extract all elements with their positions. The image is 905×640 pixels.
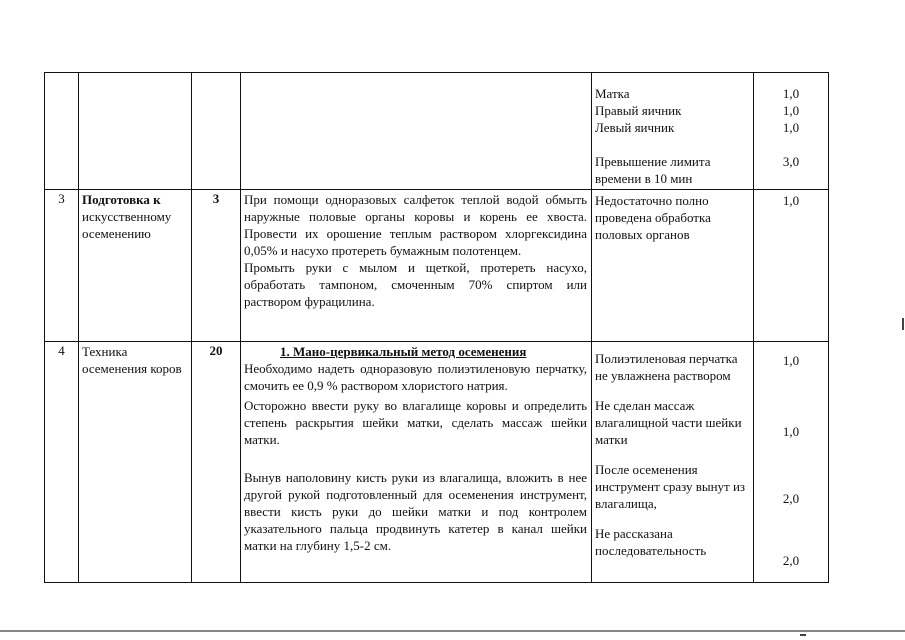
stage-name-bold: Подготовка к xyxy=(82,192,161,207)
scan-edge-line xyxy=(0,630,905,632)
penalty-value: 2,0 xyxy=(782,491,800,506)
scan-mark xyxy=(902,318,904,330)
cell-errors: Недостаточно полно проведена обработка половых органов xyxy=(592,190,754,342)
cell-description xyxy=(241,73,592,190)
cell-errors xyxy=(592,73,754,190)
error-text: Полиэтиленовая перчатка не увлажнена раствором xyxy=(595,351,738,383)
error-text: Не рассказана последовательность xyxy=(595,526,707,558)
cell-errors xyxy=(592,342,754,583)
penalty-value: 2,0 xyxy=(782,553,800,568)
error-text: После осеменения инструмент сразу вынут из влагалища, xyxy=(595,462,746,511)
cell-name: Техника осеменения коров xyxy=(79,342,192,583)
description-paragraph: Промыть руки с мылом и щеткой, протереть насухо, обработать тампоном, смоченным 70% спиртом или раствором фурацилина. xyxy=(244,260,587,309)
step-text: Необходимо надеть одноразовую полиэтиленовую перчатку, смочить ее 0,9 % раствором хлористого натрия. xyxy=(244,361,587,393)
error-text: Матка xyxy=(595,86,630,101)
description-paragraph: При помощи одноразовых салфеток теплой водой обмыть наружные половые органы коровы и корень ее хвоста. Провести их орошение теплым раствором хлоргексидина 0,05% и насухо протереть бумажным полотенцем. xyxy=(244,192,587,258)
error-text xyxy=(595,136,750,153)
penalty-value: 1,0 xyxy=(782,120,800,135)
cell-name xyxy=(79,190,192,342)
cell-num xyxy=(45,73,79,190)
penalty-value: 1,0 xyxy=(782,353,800,368)
cell-num: 3 xyxy=(45,190,79,342)
penalty-value: 1,0 xyxy=(782,103,800,118)
cell-num: 4 xyxy=(45,342,79,583)
penalty-value: 1,0 xyxy=(782,424,800,439)
cell-name xyxy=(79,73,192,190)
cell-penalties: 1,0 xyxy=(754,190,829,342)
step-text: Осторожно ввести руку во влагалище коровы и определить степень раскрытия шейки матки, сделать массаж шейки матки. xyxy=(244,398,587,447)
error-text: Левый яичник xyxy=(595,120,675,135)
error-text: Правый яичник xyxy=(595,103,682,118)
penalty-value: 3,0 xyxy=(782,154,800,169)
cell-points: 3 xyxy=(192,190,241,342)
scan-mark xyxy=(800,634,806,636)
cell-penalties xyxy=(754,342,829,583)
cell-description xyxy=(241,342,592,583)
error-text: Превышение лимита времени в 10 мин xyxy=(595,154,711,186)
error-text: Не сделан массаж влагалищной части шейки матки xyxy=(595,398,742,447)
penalty-value: 1,0 xyxy=(782,86,800,101)
table-row xyxy=(45,342,829,583)
step-text: Вынув наполовину кисть руки из влагалища, вложить в нее другой рукой подготовленный для осеменения инструмент, ввести кисть руки до шейки матки и под контролем указательного пальца продвинуть катетер в канал шейки матки на глубину 1,5-2 см. xyxy=(244,470,587,553)
assessment-table xyxy=(44,72,829,583)
table-row xyxy=(45,73,829,190)
cell-penalties xyxy=(754,73,829,190)
stage-name: искусственному осеменению xyxy=(82,209,172,241)
cell-points xyxy=(192,73,241,190)
cell-points: 20 xyxy=(192,342,241,583)
cell-description xyxy=(241,190,592,342)
table-row xyxy=(45,190,829,342)
method-title: 1. Мано-цервикальный метод осеменения xyxy=(280,344,527,359)
penalty-value xyxy=(754,136,828,153)
